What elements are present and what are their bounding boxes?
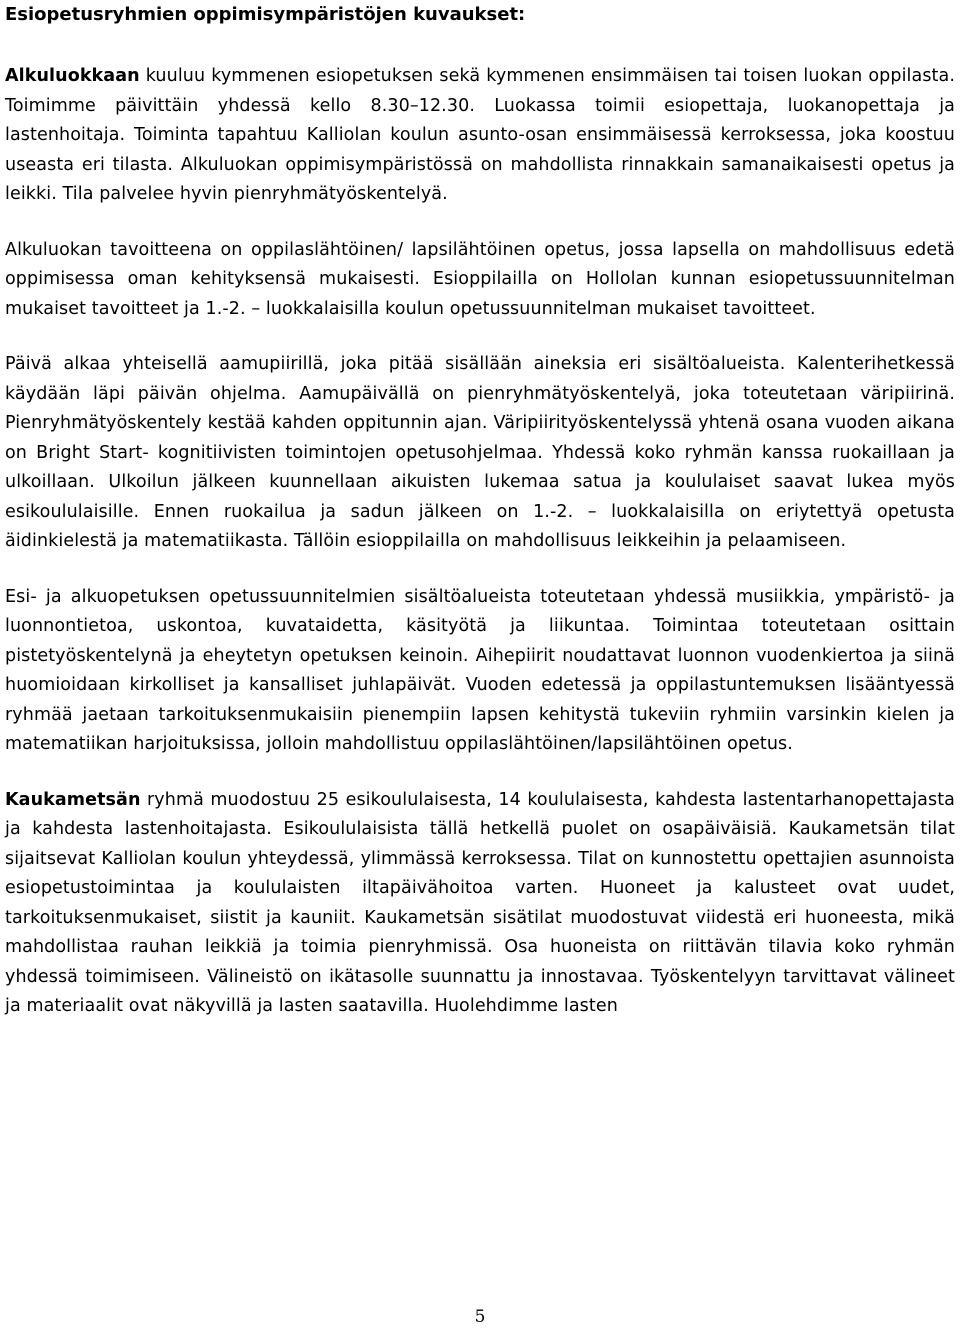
paragraph-alkuluokka-goals	[5, 236, 955, 325]
document-page	[5, 0, 955, 1022]
paragraph-alkuluokka-intro	[5, 62, 955, 210]
paragraph-text: kuuluu kymmenen esiopetuksen sekä kymmenen ensimmäisen tai toisen luokan oppilasta. Toimimme päivittäin yhdessä kello 8.30–12.30. Luokassa toimii esiopettaja, luokanopettaja ja lastenhoitaja. Toiminta tapahtuu Kalliolan koulun asunto-osan ensimmäisessä kerroksessa, joka koostuu useasta eri tilasta. Alkuluokan oppimisympäristössä on mahdollista rinnakkain samanaikaisesti opetus ja leikki. Tila palvelee hyvin pienryhmätyöskentelyä.	[5, 66, 955, 204]
paragraph-text: Alkuluokan tavoitteena on oppilaslähtöinen/ lapsilähtöinen opetus, jossa lapsella on mahdollisuus edetä oppimisessa oman kehityksensä mukaisesti. Esioppilailla on Hollolan kunnan esiopetussuunnitelman mukaiset tavoitteet ja 1.-2. – luokkalaisilla koulun opetussuunnitelman mukaiset tavoitteet.	[5, 239, 955, 319]
paragraph-text: ryhmä muodostuu 25 esikoululaisesta, 14 koululaisesta, kahdesta lastentarhanopettajasta ja kahdesta lastenhoitajasta. Esikoululaisista tällä hetkellä puolet on osapäiväisiä. Kaukametsän tilat sijaitsevat Kalliolan koulun yhteydessä, ylimmässä kerroksessa. Tilat on kunnostettu opettajien asunnoista esiopetustoimintaa ja koululaisten iltapäivähoitoa varten. Huoneet ja kalusteet ovat uudet, tarkoituksenmukaiset, siistit ja kauniit. Kaukametsän sisätilat muodostuvat viidestä eri huoneesta, mikä mahdollistaa rauhan leikkiä ja toimia pienryhmissä. Osa huoneista on riittävän tilavia koko ryhmän yhdessä toimimiseen. Välineistö on ikätasolle suunnattu ja innostavaa. Työskentelyyn tarvittavat välineet ja materiaalit ovat näkyvillä ja lasten saatavilla. Huolehdimme lasten	[5, 789, 955, 1016]
page-heading: Esiopetusryhmien oppimisympäristöjen kuvaukset:	[5, 4, 526, 25]
page-number: 5	[474, 1307, 486, 1327]
paragraph-lead-kaukametsa: Kaukametsän	[5, 789, 141, 810]
paragraph-daily-schedule	[5, 350, 955, 557]
paragraph-text: Esi- ja alkuopetuksen opetussuunnitelmien sisältöalueista toteutetaan yhdessä musiikkia, ympäristö- ja luonnontietoa, uskontoa, kuvataidetta, käsityötä ja liikuntaa. Toimintaa toteutetaan osittain pistetyöskentelynä ja eheytetyn opetuksen keinoin. Aihepiirit noudattavat luonnon vuodenkiertoa ja siinä huomioidaan kirkolliset ja kansalliset juhlapäivät. Vuoden edetessä ja oppilastuntemuksen lisääntyessä ryhmää jaetaan tarkoituksenmukaisiin pienempiin lapsen kehitystä tukeviin ryhmiin varsinkin kielen ja matematiikan harjoituksissa, jolloin mahdollistuu oppilaslähtöinen/lapsilähtöinen opetus.	[5, 586, 955, 754]
paragraph-curriculum-content	[5, 583, 955, 760]
paragraph-kaukametsa	[5, 786, 955, 1022]
paragraph-lead-alkuluokka: Alkuluokkaan	[5, 66, 140, 86]
paragraph-text: Päivä alkaa yhteisellä aamupiirillä, joka pitää sisällään aineksia eri sisältöalueista. Kalenterihetkessä käydään läpi päivän ohjelma. Aamupäivällä on pienryhmätyöskentelyä, joka toteutetaan väripiirinä. Pienryhmätyöskentely kestää kahden oppitunnin ajan. Väripiirityöskentelyssä yhtenä osana vuoden aikana on Bright Start- kognitiivisten toimintojen opetusohjelmaa. Yhdessä koko ryhmän kanssa ruokaillaan ja ulkoillaan. Ulkoilun jälkeen kuunnellaan aikuisten lukemaa satua ja koululaiset saavat lukea myös esikoululaisille. Ennen ruokailua ja sadun jälkeen on 1.-2. – luokkalaisilla on eriytettyä opetusta äidinkielestä ja matematiikasta. Tällöin esioppilailla on mahdollisuus leikkeihin ja pelaamiseen.	[5, 354, 955, 551]
